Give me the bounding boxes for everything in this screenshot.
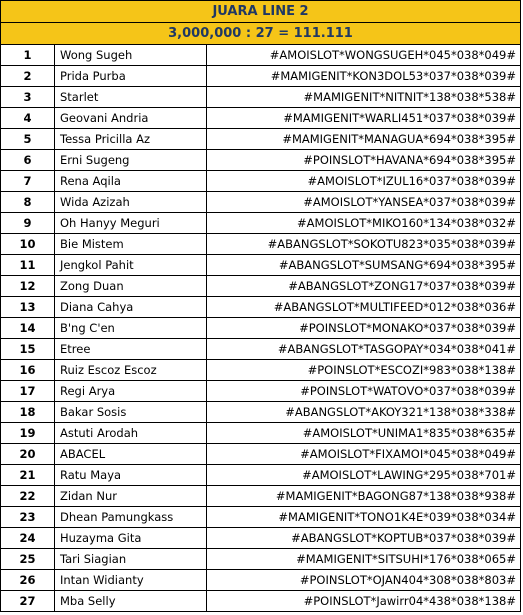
row-number: 22: [1, 486, 55, 507]
winner-name: Oh Hanyy Meguri: [55, 213, 207, 234]
table-row: [1, 465, 520, 486]
row-number: 19: [1, 423, 55, 444]
entry-code: #ABANGSLOT*SUMSANG*694*038*395#: [207, 255, 521, 276]
row-number: 16: [1, 360, 55, 381]
winner-name: Zong Duan: [55, 276, 207, 297]
winner-name: Tessa Pricilla Az: [55, 129, 207, 150]
table-row: [1, 129, 520, 150]
row-number: 6: [1, 150, 55, 171]
entry-code: #AMOISLOT*MIKO160*134*038*032#: [207, 213, 521, 234]
winners-table: [1, 45, 520, 611]
entry-code: #AMOISLOT*YANSEA*037*038*039#: [207, 192, 521, 213]
row-number: 5: [1, 129, 55, 150]
row-number: 23: [1, 507, 55, 528]
row-number: 13: [1, 297, 55, 318]
row-number: 26: [1, 570, 55, 591]
row-number: 1: [1, 45, 55, 66]
row-number: 25: [1, 549, 55, 570]
table-row: [1, 486, 520, 507]
entry-code: #MAMIGENIT*BAGONG87*138*038*938#: [207, 486, 521, 507]
table-row: [1, 507, 520, 528]
row-number: 24: [1, 528, 55, 549]
entry-code: #AMOISLOT*IZUL16*037*038*039#: [207, 171, 521, 192]
entry-code: #ABANGSLOT*AKOY321*138*038*338#: [207, 402, 521, 423]
table-row: [1, 192, 520, 213]
table-row: [1, 381, 520, 402]
row-number: 20: [1, 444, 55, 465]
winner-name: Bakar Sosis: [55, 402, 207, 423]
entry-code: #POINSLOT*OJAN404*308*038*803#: [207, 570, 521, 591]
row-number: 11: [1, 255, 55, 276]
row-number: 2: [1, 66, 55, 87]
entry-code: #ABANGSLOT*ZONG17*037*038*039#: [207, 276, 521, 297]
table-row: [1, 66, 520, 87]
winner-name: Erni Sugeng: [55, 150, 207, 171]
winner-name: ABACEL: [55, 444, 207, 465]
table-row: [1, 108, 520, 129]
table-row: [1, 255, 520, 276]
entry-code: #MAMIGENIT*TONO1K4E*039*038*034#: [207, 507, 521, 528]
winner-name: Zidan Nur: [55, 486, 207, 507]
winner-name: Geovani Andria: [55, 108, 207, 129]
table-row: [1, 444, 520, 465]
row-number: 10: [1, 234, 55, 255]
entry-code: #POINSLOT*Jawirr04*438*038*138#: [303, 594, 516, 608]
row-number: 18: [1, 402, 55, 423]
table-row: [1, 171, 520, 192]
entry-code: #AMOISLOT*FIXAMOI*045*038*049#: [207, 444, 521, 465]
entry-code: #POINSLOT*ESCOZI*983*038*138#: [207, 360, 521, 381]
entry-code: #AMOISLOT*WONGSUGEH*045*038*049#: [207, 45, 521, 66]
table-row: [1, 213, 520, 234]
winner-name: Ratu Maya: [55, 465, 207, 486]
winner-name: Regi Arya: [55, 381, 207, 402]
entry-code: #AMOISLOT*LAWING*295*038*701#: [207, 465, 521, 486]
row-number: 4: [1, 108, 55, 129]
row-number: 14: [1, 318, 55, 339]
winner-name: Rena Aqila: [55, 171, 207, 192]
row-number: 15: [1, 339, 55, 360]
row-number: 17: [1, 381, 55, 402]
row-number: 9: [1, 213, 55, 234]
table-row: [1, 423, 520, 444]
winner-name: Ruiz Escoz Escoz: [55, 360, 207, 381]
row-number: 7: [1, 171, 55, 192]
winner-name: Diana Cahya: [55, 297, 207, 318]
entry-code: #ABANGSLOT*SOKOTU823*035*038*039#: [207, 234, 521, 255]
entry-code: #POINSLOT*MONAKO*037*038*039#: [207, 318, 521, 339]
entry-code: #MAMIGENIT*MANAGUA*694*038*395#: [207, 129, 521, 150]
row-number: 3: [1, 87, 55, 108]
table-row: [1, 528, 520, 549]
entry-code: #MAMIGENIT*NITNIT*138*038*538#: [207, 87, 521, 108]
row-number: 12: [1, 276, 55, 297]
winner-name: Prida Purba: [55, 66, 207, 87]
row-number: 8: [1, 192, 55, 213]
entry-code: #ABANGSLOT*MULTIFEED*012*038*036#: [207, 297, 521, 318]
table-row: [1, 570, 520, 591]
row-number: 21: [1, 465, 55, 486]
entry-code: #MAMIGENIT*WARLI451*037*038*039#: [207, 108, 521, 129]
table-row: [1, 339, 520, 360]
sheet-title: JUARA LINE 2: [1, 1, 520, 23]
table-row: [1, 591, 520, 612]
winner-name: Huzayma Gita: [55, 528, 207, 549]
winner-name: Mba Selly: [55, 591, 207, 612]
winner-name: Dhean Pamungkass: [55, 507, 207, 528]
winner-name: B'ng C'en: [55, 318, 207, 339]
prize-formula: 3,000,000 : 27 = 111.111: [1, 23, 520, 45]
entry-code: #MAMIGENIT*SITSUHI*176*038*065#: [207, 549, 521, 570]
winner-name: Tari Siagian: [55, 549, 207, 570]
winner-name: Astuti Arodah: [55, 423, 207, 444]
winner-name: Wong Sugeh: [55, 45, 207, 66]
entry-code: #POINSLOT*HAVANA*694*038*395#: [207, 150, 521, 171]
winner-name: Etree: [55, 339, 207, 360]
entry-code: #POINSLOT*WATOVO*037*038*039#: [207, 381, 521, 402]
table-row: [1, 297, 520, 318]
table-row: [1, 549, 520, 570]
table-row: [1, 45, 520, 66]
entry-code: #MAMIGENIT*KON3DOL53*037*038*039#: [207, 66, 521, 87]
table-row: [1, 402, 520, 423]
table-row: [1, 87, 520, 108]
winner-name: Jengkol Pahit: [55, 255, 207, 276]
table-row: [1, 276, 520, 297]
table-row: [1, 234, 520, 255]
row-number: 27: [1, 591, 55, 612]
winner-name: Starlet: [55, 87, 207, 108]
table-row: [1, 360, 520, 381]
entry-code: #AMOISLOT*UNIMA1*835*038*635#: [207, 423, 521, 444]
winner-name: Bie Mistem: [55, 234, 207, 255]
table-row: [1, 150, 520, 171]
table-row: [1, 318, 520, 339]
winner-name: Wida Azizah: [55, 192, 207, 213]
winner-name: Intan Widianty: [55, 570, 207, 591]
entry-code: #ABANGSLOT*TASGOPAY*034*038*041#: [207, 339, 521, 360]
entry-code: #ABANGSLOT*KOPTUB*037*038*039#: [207, 528, 521, 549]
